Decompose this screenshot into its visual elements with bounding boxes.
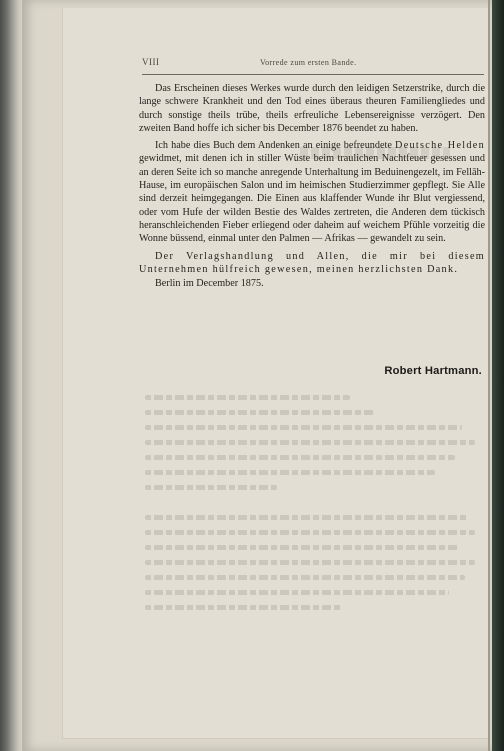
preface-text [139, 82, 485, 290]
paragraph-delay: Das Erscheinen dieses Werkes wurde durch den leidigen Setzerstrike, durch die lange schwere Krankheit und den Tod eines überaus theuren Familiengliedes und durch sonstige theils trübe, theils erfreuliche Lebensereignisse verzögert. Den zweiten Band hoffe ich sicher bis December 1876 beendet zu haben. [139, 83, 485, 134]
paragraph-dedication [139, 139, 485, 245]
running-title: Vorrede zum ersten Bande. [260, 58, 357, 67]
page-edge [488, 0, 490, 751]
header-rule [142, 74, 484, 75]
dedication-body: gewidmet, mit denen ich in stiller Wüste beim traulichen Nachtfeuer gesessen und an deren Seite ich so manche anregende Unterhaltung im Beduinengezelt, im Fellāh-Hause, im europäischen Salon und im heimischen Studierzimmer gepflegt. Sie Alle sind derzeit heimgegangen. Die Einen aus klaffender Wunde ihr Blut vergiessend, oder vom Hufe der wilden Bestie des Waldes zertreten, die Anderen dem tückisch heranschleichenden Fieber erliegend oder daheim auf weichem Pfühle vorzeitig die Wonne büssend, einmal unter den Palmen — Afrikas — gewandelt zu sein. [139, 153, 485, 245]
bleed-through-block [145, 395, 475, 635]
author-signature: Robert Hartmann. [384, 365, 482, 377]
paragraph-thanks: Der Verlagshandlung und Allen, die mir bei diesem Unternehmen hülfreich gewesen, meinen herzlichsten Dank. [139, 250, 485, 275]
place-date: Berlin im December 1875. [155, 278, 264, 290]
dedication-spaced: Deutsche Helden [395, 140, 486, 152]
page-number: VIII [142, 57, 160, 67]
page-header [142, 57, 484, 71]
book-spine [492, 0, 504, 751]
dedication-intro: Ich habe dies Buch dem Andenken an einige befreundete [155, 140, 392, 152]
